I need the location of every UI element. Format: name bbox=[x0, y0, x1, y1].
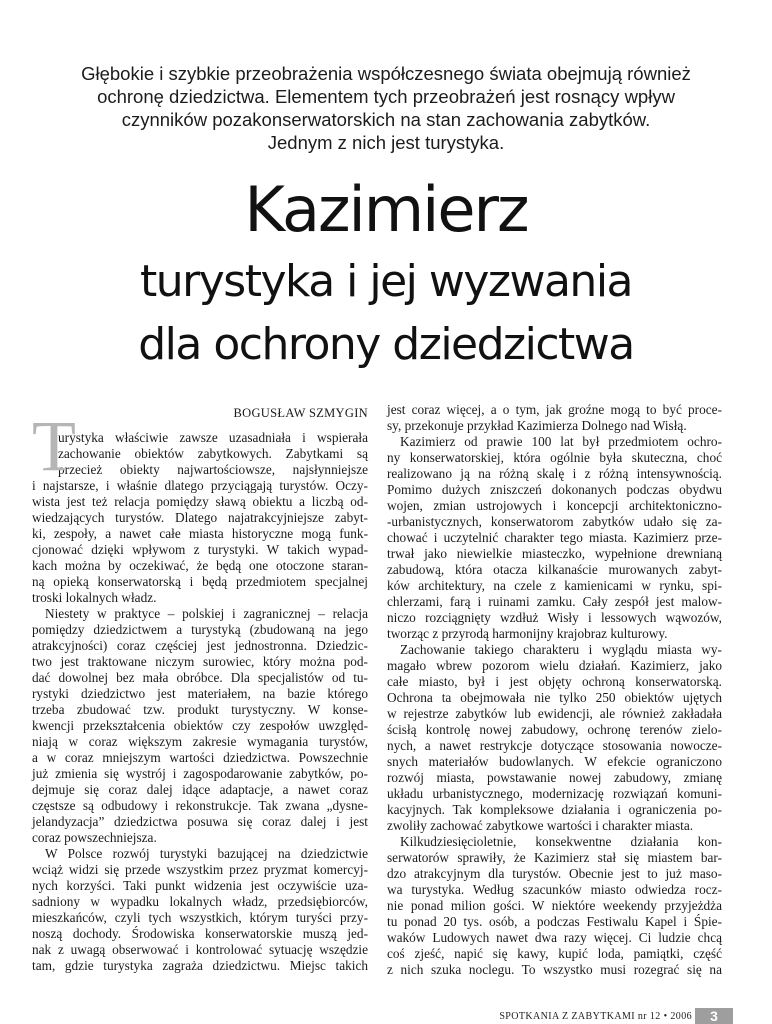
text-line: jest coraz więcej, a o tym, jak groźne mogą to być proce- bbox=[387, 402, 722, 417]
text-line: chlerzami, farą i ruinami zamku. Cały zespół jest malow- bbox=[387, 594, 722, 609]
text-line: ków architektury, na czele z kamienicami w rynku, spi- bbox=[387, 578, 722, 593]
text-line: urystyka właściwie zawsze uzasadniała i wspierała bbox=[58, 430, 368, 445]
left-column bbox=[32, 402, 368, 974]
text-line: rystyki dziedzictwo jest materiałem, na bazie którego bbox=[32, 686, 368, 701]
text-line: W Polsce rozwój turystyki bazującej na dziedzictwie bbox=[45, 846, 368, 861]
text-line: z nich szuka noclegu. To wszystko musi rozegrać się na bbox=[387, 962, 722, 977]
text-line: coraz powszechniejsza. bbox=[32, 830, 157, 845]
text-line: nak z uwagą obserwować i kontrolować sytuację wszędzie bbox=[32, 942, 368, 957]
text-line: trzeba zbudować tzw. produkt turystyczny. W konse- bbox=[32, 702, 368, 717]
text-line: wiedzających turystów. Dlatego najatrakcyjniejsze zabyt- bbox=[32, 510, 368, 525]
lead-line: Głębokie i szybkie przeobrażenia współczesnego świata obejmują również bbox=[81, 63, 691, 84]
text-line: Kazimierz od prawie 100 lat był przedmiotem ochro- bbox=[400, 434, 722, 449]
text-line: niają w coraz większym zakresie wymagania turystów, bbox=[32, 734, 368, 749]
text-line: trwał jako niewielkie miasteczko, wypełnione drewnianą bbox=[387, 546, 722, 561]
text-line: nych, a nawet restrykcje dotyczące stosowania nowocze- bbox=[387, 738, 722, 753]
text-line: w rejestrze zabytków lub ewidencji, ale również zakładała bbox=[387, 706, 722, 721]
text-line: -urbanistycznych, konserwatorom zabytków udało się za- bbox=[387, 514, 722, 529]
text-line: two jest traktowane niczym surowiec, który można pod- bbox=[32, 654, 368, 669]
text-line: wojen, zmian ustrojowych i koncepcji architektoniczno- bbox=[387, 498, 722, 513]
text-line: układu urbanistycznego, modernizację rozwiązań komuni- bbox=[387, 786, 722, 801]
text-line: nie ponad milion gości. W niektóre weekendy przyjeżdża bbox=[387, 898, 722, 913]
text-line: ny konserwatorskiej, która ogólnie była skuteczna, choć bbox=[387, 450, 722, 465]
text-line: magało wbrew pozorom wielu działań. Kazimierz, jako bbox=[387, 658, 722, 673]
lead-line: czynników pozakonserwatorskich na stan zachowania zabytków. bbox=[121, 109, 651, 130]
text-line: już zmienia się wystrój i zagospodarowanie zabytków, po- bbox=[32, 766, 368, 781]
text-line: tu ponad 20 tys. osób, a podczas Festiwalu Kapel i Śpie- bbox=[387, 914, 722, 929]
text-line: sy, przekonuje przykład Kazimierza Dolnego nad Wisłą. bbox=[387, 418, 687, 433]
text-line: dejmuje się coraz dalej idące adaptacje, a nawet coraz bbox=[32, 782, 368, 797]
article-subtitle-line: dla ochrony dziedzictwa bbox=[138, 319, 634, 370]
text-line: rozwój miasta, powstawanie nowej zabudowy, zmianę bbox=[387, 770, 722, 785]
text-line: dać dowolnej bez mała obróbce. Dla specjalistów od tu- bbox=[32, 670, 368, 685]
text-line: snych materiałów budowlanych. W efekcie ograniczono bbox=[387, 754, 722, 769]
text-line: pomiędzy dziedzictwem a turystyką (zbudowaną na jego bbox=[32, 622, 368, 637]
text-line: tworząc z przyrodą harmonijny krajobraz kulturowy. bbox=[387, 626, 668, 641]
lead-line: ochronę dziedzictwa. Elementem tych przeobrażeń jest rosnący wpływ bbox=[97, 86, 675, 107]
text-line: nych korzyści. Taki punkt widzenia jest oczywiście uza- bbox=[32, 878, 368, 893]
text-line: realizowano ją na różną skalę i z różną intensywnością. bbox=[387, 466, 722, 481]
journal-footer: SPOTKANIA Z ZABYTKAMI nr 12 • 2006 bbox=[499, 1011, 692, 1022]
text-line: wa turystyka. Według szacunków miasto odwiedza rocz- bbox=[387, 882, 722, 897]
page-number: 3 bbox=[710, 1008, 718, 1024]
text-line: całe miasto, był i jest objęty ochroną konserwatorską. bbox=[387, 674, 722, 689]
text-line: Ochrona ta obejmowała nie tylko 250 obiektów ujętych bbox=[387, 690, 722, 705]
text-line: sadniony w wypadku lokalnych władz, przedsiębiorców, bbox=[32, 894, 368, 909]
article-title: Kazimierz bbox=[244, 173, 528, 246]
lead-line: Jednym z nich jest turystyka. bbox=[267, 132, 505, 153]
text-line: ki, zespoły, a nawet całe miasta historyczne mogą funk- bbox=[32, 526, 368, 541]
text-line: chować i uczytelnić charakter tego miasta. Kazimierz prze- bbox=[387, 530, 722, 545]
text-line: Zachowanie takiego charakteru i wyglądu miasta wy- bbox=[400, 642, 722, 657]
text-line: ną opieką konserwatorską i będą przedmiotem specjalnej bbox=[32, 574, 368, 589]
text-line: mieszkańców, czyli tych wszystkich, którym turyści przy- bbox=[32, 910, 368, 925]
text-line: Niestety w praktyce – polskiej i zagranicznej – relacja bbox=[45, 606, 368, 621]
text-line: Pomimo dużych zniszczeń dokonanych podczas obydwu bbox=[387, 482, 722, 497]
text-line: dzo atrakcyjnym dla turystów. Obecnie jest to już maso- bbox=[387, 866, 722, 881]
author-byline: BOGUSŁAW SZMYGIN bbox=[233, 406, 368, 420]
lead-paragraph bbox=[40, 62, 732, 154]
text-line: a w coraz mniejszym wartości dziedzictwa. Powszechnie bbox=[32, 750, 368, 765]
text-line: kacyjnych. Tak kompleksowe działania i ograniczenia po- bbox=[387, 802, 722, 817]
text-line: niczo rozciągnięty wzdłuż Wisły i lessowych wąwozów, bbox=[387, 610, 722, 625]
text-line: częstsze są odbudowy i rekonstrukcje. Tak zwana „dysne- bbox=[32, 798, 368, 813]
text-line: Kilkudziesięcioletnie, konsekwentne działania kon- bbox=[400, 834, 722, 849]
text-line: atrakcyjności) coraz częściej jest jednostronna. Dziedzic- bbox=[32, 638, 368, 653]
text-line: przecież obiekty najwartościowsze, najsłynniejsze bbox=[58, 462, 368, 477]
text-line: zachowanie obiektów zabytkowych. Zabytkami są bbox=[58, 446, 368, 461]
text-line: kwencji przekształcenia obiektów czy zespołów uwzględ- bbox=[32, 718, 368, 733]
text-line: zabudową, która otacza kilkanaście murowanych zabyt- bbox=[387, 562, 722, 577]
text-line: wciąż widzi się przede wszystkim przez pryzmat komercyj- bbox=[32, 862, 368, 877]
text-line: noszą dochody. Środowiska konserwatorskie muszą jed- bbox=[32, 926, 368, 941]
text-line: kach można by oczekiwać, że będą one otoczone staran- bbox=[32, 558, 368, 573]
text-line: tam, gdzie turystyka zagraża dziedzictwu. Miejsc takich bbox=[32, 958, 368, 973]
text-line: jelandyzacja” dziedzictwa posuwa się coraz dalej i jest bbox=[32, 814, 368, 829]
text-line: wista jest też relacja pomiędzy sławą obiektu a liczbą od- bbox=[32, 494, 368, 509]
text-line: coś zjeść, napić się kawy, kupić loda, pamiątki, część bbox=[387, 946, 722, 961]
right-column bbox=[387, 402, 722, 978]
text-line: cjonować dzięki wpływom z turystyki. W takich wypad- bbox=[32, 542, 368, 557]
drop-cap: T bbox=[32, 406, 76, 486]
text-line: troski lokalnych władz. bbox=[32, 590, 157, 605]
text-line: waków Ludowych nawet dwa razy więcej. Ci ludzie chcą bbox=[387, 930, 722, 945]
text-line: ścisłą kontrolę nowej zabudowy, ochronę terenów zielo- bbox=[387, 722, 722, 737]
text-line: i najstarsze, i właśnie dlatego przyciągają turystów. Oczy- bbox=[32, 478, 368, 493]
article-subtitle-line: turystyka i jej wyzwania bbox=[140, 256, 632, 307]
text-line: serwatorów sprawiły, że Kazimierz stał się miastem bar- bbox=[387, 850, 722, 865]
text-line: zwoliły zachować zabytkowe wartości i charakter miasta. bbox=[387, 818, 694, 833]
